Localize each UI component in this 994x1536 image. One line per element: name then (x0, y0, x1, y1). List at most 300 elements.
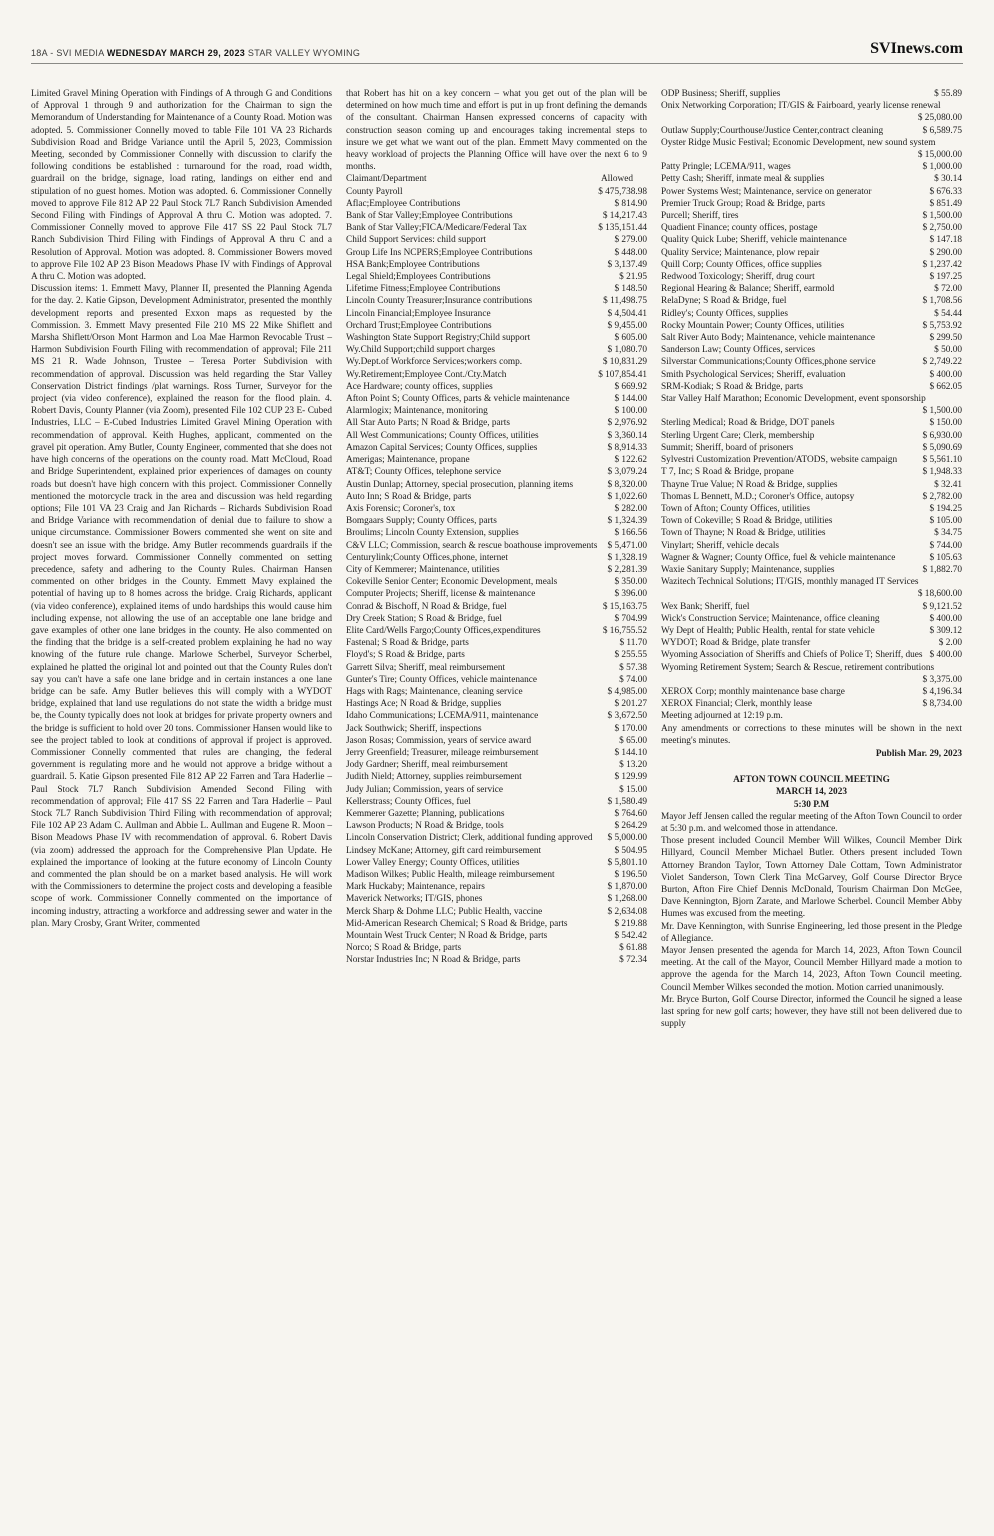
claim-amount: $ 9,455.00 (607, 320, 647, 331)
column-1 (31, 88, 332, 1030)
claim-row (346, 515, 647, 527)
claim-row (661, 686, 962, 698)
claim-amount: $ 15.00 (619, 784, 647, 795)
claim-name: Wy.Child Support;child support charges (346, 345, 495, 356)
claim-name: Salt River Auto Body; Maintenance, vehicle maintenance (661, 333, 876, 344)
claim-row (346, 540, 647, 552)
masthead-location: STAR VALLEY WYOMING (245, 48, 361, 58)
claim-amount: $ 16,755.52 (602, 625, 647, 636)
claim-row (661, 698, 962, 710)
claim-amount: $ 8,320.00 (607, 479, 647, 490)
claim-name: Premier Truck Group; Road & Bridge, parts (661, 198, 825, 209)
claim-name: Star Valley Half Marathon; Economic Development, event sponsorship (661, 394, 926, 405)
claim-amount: $ 504.95 (614, 845, 647, 856)
claim-amount: $ 21.95 (619, 272, 647, 283)
minutes-paragraph: Mr. Dave Kennington, with Sunrise Engineering, led those present in the Pledge of Allegiance. (661, 921, 962, 944)
claim-amount: $ 57.38 (619, 662, 647, 673)
claim-name: Judith Nield; Attorney, supplies reimbursement (346, 772, 522, 783)
claim-row (346, 454, 647, 466)
claim-amount: $ 150.00 (929, 418, 962, 429)
claim-row (346, 564, 647, 576)
claim-name: Auto Inn; S Road & Bridge, parts (346, 491, 472, 502)
minutes-paragraph: Mayor Jensen presented the agenda for March 14, 2023, Afton Town Council meeting. At the call of the Mayor, Council Member Hillyard made a motion to approve the agenda for the March 14, 2023, Afton Town Council meeting. Council Member Wilkes seconded the motion. Motion carried unanimously. (661, 946, 962, 993)
claim-amount: $ 72.00 (934, 284, 962, 295)
claim-amount: $ 396.00 (614, 589, 647, 600)
claim-row (661, 601, 962, 613)
claim-name: Wyoming Retirement System; Search & Rescue, retirement contributions (661, 662, 935, 673)
claim-amount: $ 764.60 (614, 808, 647, 819)
claim-row (661, 222, 962, 234)
claim-amount: $ 282.00 (614, 503, 647, 514)
claim-row (346, 491, 647, 503)
claim-amount: $ 255.55 (614, 650, 647, 661)
claim-row (346, 845, 647, 857)
claim-row (661, 479, 962, 491)
claim-amount: $ 32.41 (934, 479, 962, 490)
claim-row (661, 430, 962, 442)
claim-amount: $ 605.00 (614, 333, 647, 344)
claim-name: Mark Huckaby; Maintenance, repairs (346, 882, 485, 893)
claim-amount: $ 9,121.52 (922, 601, 962, 612)
claim-amount: $ 34.75 (934, 528, 962, 539)
claim-amount: $ 5,801.10 (607, 857, 647, 868)
claim-name: Vinylart; Sheriff, vehicle decals (661, 540, 780, 551)
claim-name: Group Life Ins NCPERS;Employee Contributions (346, 247, 533, 258)
claim-name: Elite Card/Wells Fargo;County Offices,expenditures (346, 625, 541, 636)
claim-name: Garrett Silva; Sheriff, meal reimbursement (346, 662, 506, 673)
claim-name: Legal Shield;Employees Contributions (346, 272, 491, 283)
claim-amount: $ 2,634.08 (607, 906, 647, 917)
claim-name: ODP Business; Sheriff, supplies (661, 89, 781, 99)
claim-amount: $ 14,217.43 (602, 211, 647, 222)
claim-name: Bomgaars Supply; County Offices, parts (346, 516, 497, 527)
claim-name: Ace Hardware; county offices, supplies (346, 381, 493, 392)
claim-amount: $ 8,914.33 (607, 442, 647, 453)
claim-row (346, 503, 647, 515)
minutes-paragraph: Discussion items: 1. Emmett Mavy, Planner II, presented the Planning Agenda for the day. 2. Katie Gipson, Development Administrator, presented the monthly development reports and presented Exxon maps as requested by the Commission. 3. Emmett Mavy presented File 210 MS 22 Mike Shiflett and Marsha Shiflett/Orson Mont Harmon and Loa Mae Harmon Revocable Trust – Harmon Subdivision Fourth Filing with recommendation of approval; File 211 MS 21 R. Wade Johnson, Trustee – Teresa Porter Subdivision with recommendation of approval. Discussion was held regarding the Star Valley Conservation District findings /plat warnings. Ross Turner, Surveyor for the project (via video conference), explained the reason for the flood plain. 4. Robert Davis, County Planner (via Zoom), presented File 102 CUP 23 E- Cubed Industries, LLC – E-Cubed Industries Limited Gravel Mining Operation with recommendation of approval. Keith Hughes, applicant, commented on the gravel pit operation. Amy Butler, County Engineer, commented that she does not have high concerns of the operations on the county road. Matt McCloud, Road and Bridge Superintendent, explained prior experiences of damages on county roads but doesn't have high concern with this project. Commissioner Connelly mentioned the motorcycle track in the area and discussion was held regarding options; File 101 VA 23 Craig and Jan Richards – Richards Subdivision Road and Bridge Variance with recommendation of denial due to failure to show a unique circumstance. Commissioner Bowers commented she went on site and doesn't see an issue with the bridge. Amy Butler recommends guardrails if the project moves forward. Commissioner Connelly commented on setting precedence, safety and adhering to the County Rules. Chairman Hansen commented on other bridges in the County. Emmett Mavy explained the potential of having up to 8 homes across the bridge. Craig Richards, applicant (via video conference), explained items of undo hardships this would cause him including expense, not allowing the use of an acceptable one lane bridge and gave examples of other one lane bridges in the county. He also commented on the finding that the bridge is a self-created problem explaining he had no way knowing of the future rule change. Marlowe Scherbel, Surveyor Scherbel, explained he platted the original lot and pointed out that the County Rules don't say you can't have a safe one lane bridge and in certain instances a one lane bridge can be safe. Amy Butler believes this will comply with a WYDOT bridge, explained that land use regulations do not state the width a bridge must be, the County typically does not look at bridges for private property owners and the bridge is sufficient to hold over 20 tons. Commissioner Hansen would like to see the project tabled to look at conditions of approval if project is approved. Commissioner Connelly commented that rules are changing, the federal government is regulating more and he would not approve a bridge without a guardrail. 5. Katie Gipson presented File 812 AP 22 Farren and Tara Haderlie – Paul Stock 7L7 Ranch Subdivision Amended Second Filing with recommendation of approval; File 417 SS 22 Farren and Tara Haderlie – Paul Stock 7L7 Ranch Subdivision Third Filing with recommendation of approval; File 102 AP 23 Adam C. Aullman and Abbie L. Aullman and Eugene R. Moon – Bison Meadows Phase IV with recommendation of approval. 6. Robert Davis (via zoom) addressed the approach for the Comprehensive Plan Update. He explained the importance of looking at the future economy of Lincoln County and commented the plan should be on a market based analysis. He will work with the Commissioners to determine the project costs and developing a feasible scope of work. Commissioner Connelly commented on the importance of incoming industry, attracting a workforce and addressing sewer and water in the plan. Mary Crosby, Grant Writer, commented (31, 284, 332, 929)
claim-row (346, 601, 647, 613)
claim-name: Norstar Industries Inc; N Road & Bridge, parts (346, 955, 521, 966)
claim-row (661, 625, 962, 637)
claim-row (346, 747, 647, 759)
claim-row (346, 893, 647, 905)
minutes-paragraph: Meeting adjourned at 12:19 p.m. (661, 711, 783, 722)
claim-row (661, 356, 962, 368)
claim-name: Washington State Support Registry;Child support (346, 333, 531, 344)
claim-amount: $ 814.90 (614, 198, 647, 209)
masthead-info (31, 48, 360, 58)
claim-amount: $ 8,734.00 (922, 699, 962, 710)
claim-amount: $ 3,079.24 (607, 467, 647, 478)
claim-row (346, 222, 647, 234)
claim-name: Amazon Capital Services; County Offices, supplies (346, 442, 538, 453)
claim-row (346, 332, 647, 344)
claim-name: Orchard Trust;Employee Contributions (346, 320, 492, 331)
claim-row (661, 576, 962, 600)
claim-row (346, 308, 647, 320)
claim-row (661, 466, 962, 478)
claim-row (661, 259, 962, 271)
claim-amount: $ 669.92 (614, 381, 647, 392)
claim-amount: $ 3,137.49 (607, 259, 647, 270)
claim-amount: $ 1,882.70 (922, 564, 962, 575)
claim-amount: $ 448.00 (614, 247, 647, 258)
claim-amount: $ 3,672.50 (607, 711, 647, 722)
claim-row (346, 295, 647, 307)
claim-name: Wy.Dept.of Workforce Services;workers comp. (346, 357, 523, 368)
claim-row (661, 503, 962, 515)
claim-amount: $ 1,268.00 (607, 894, 647, 905)
claim-row (661, 564, 962, 576)
claim-row (346, 344, 647, 356)
section-heading-line: 5:30 P.M (793, 799, 830, 810)
claim-amount: $ 1,328.19 (607, 552, 647, 563)
claim-amount: $ 74.00 (619, 674, 647, 685)
claim-row (346, 674, 647, 686)
claim-name: Power Systems West; Maintenance, service on generator (661, 186, 872, 197)
claim-name: WYDOT; Road & Bridge, plate transfer (661, 638, 811, 649)
minutes-paragraph: Any amendments or corrections to these minutes will be shown in the next meeting's minutes. (661, 723, 962, 746)
claim-amount: $ 6,589.75 (922, 125, 962, 136)
claim-amount: $ 144.00 (614, 394, 647, 405)
claim-name: Lindsey McKane; Attorney, gift card reimbursement (346, 845, 542, 856)
claim-row (346, 613, 647, 625)
claim-row (661, 527, 962, 539)
claim-row (346, 356, 647, 368)
claim-name: Town of Cokeville; S Road & Bridge, utilities (661, 516, 833, 527)
claim-amount: $ 264.29 (614, 821, 647, 832)
claim-row (661, 649, 962, 661)
claim-row (661, 308, 962, 320)
claim-row (346, 662, 647, 674)
minutes-paragraph: Mr. Bryce Burton, Golf Course Director, informed the Council he signed a lease last spring for new golf carts; however, they have still not been delivered due to supply (661, 994, 962, 1030)
claim-row (346, 808, 647, 820)
claim-row (346, 552, 647, 564)
claim-name: Patty Pringle; LCEMA/911, wages (661, 162, 791, 173)
claim-amount: $ 400.00 (929, 613, 962, 624)
claim-name: Wy.Retirement;Employee Cont./Cty.Match (346, 369, 507, 380)
claim-name: Silverstar Communications;County Offices,phone service (661, 357, 876, 368)
claim-name: Floyd's; S Road & Bridge, parts (346, 650, 465, 661)
claim-row (346, 686, 647, 698)
claim-amount: $ 2,976.92 (607, 418, 647, 429)
claim-amount: $ 309.12 (929, 625, 962, 636)
claim-amount: $ 2,281.39 (607, 564, 647, 575)
claim-name: Thomas L Bennett, M.D.; Coroner's Office, autopsy (661, 491, 855, 502)
claim-amount: $ 1,708.56 (922, 296, 962, 307)
claim-amount: $ 4,504.41 (607, 308, 647, 319)
claim-name: Mountain West Truck Center; N Road & Bridge, parts (346, 931, 548, 942)
claim-amount: $ 196.50 (614, 870, 647, 880)
claim-row (661, 210, 962, 222)
claim-name: Sanderson Law; County Offices, services (661, 345, 815, 356)
claim-name: Lawson Products; N Road & Bridge, tools (346, 821, 504, 832)
claim-row (661, 173, 962, 185)
claim-amount: $ 2,782.00 (922, 491, 962, 502)
claim-name: Lower Valley Energy; County Offices, utilities (346, 857, 520, 868)
claim-name: Cokeville Senior Center; Economic Development, meals (346, 577, 558, 588)
claim-name: Lifetime Fitness;Employee Contributions (346, 284, 501, 295)
claim-amount: $ 1,237.42 (922, 259, 962, 270)
claim-amount: $ 25,080.00 (917, 113, 962, 124)
claim-row (346, 527, 647, 539)
claim-row (346, 637, 647, 649)
claim-row (346, 759, 647, 771)
claim-name: Wazitech Technical Solutions; IT/GIS, monthly managed IT Services (661, 577, 919, 588)
claim-name: Maverick Networks; IT/GIS, phones (346, 894, 483, 905)
claim-row (346, 210, 647, 222)
claim-row (661, 417, 962, 429)
claim-amount: $ 1,500.00 (922, 406, 962, 417)
claim-amount: $ 144.10 (614, 747, 647, 758)
claim-name: Sterling Urgent Care; Clerk, membership (661, 430, 815, 441)
claim-name: Merck Sharp & Dohme LLC; Public Health, vaccine (346, 906, 543, 917)
claim-row (661, 442, 962, 454)
claim-row (661, 88, 962, 100)
claim-name: Gunter's Tire; County Offices, vehicle maintenance (346, 674, 538, 685)
claim-row (346, 234, 647, 246)
claim-row (346, 625, 647, 637)
claim-row (346, 771, 647, 783)
claim-name: Computer Projects; Sheriff, license & maintenance (346, 589, 536, 600)
claim-amount: $ 1,500.00 (922, 211, 962, 222)
claim-amount: $ 2,750.00 (922, 223, 962, 234)
claim-name: Waxie Sanitary Supply; Maintenance, supplies (661, 564, 835, 575)
claim-amount: $ 400.00 (929, 650, 962, 661)
claim-row (346, 393, 647, 405)
claim-amount: $ 105.63 (929, 552, 962, 563)
claim-name: Lincoln Conservation District; Clerk, additional funding approved (346, 833, 593, 844)
claim-amount: $ 2.00 (938, 638, 962, 649)
claim-amount: $ 5,090.69 (922, 442, 962, 453)
claim-row (346, 906, 647, 918)
claim-row (346, 247, 647, 259)
claim-row (346, 820, 647, 832)
claim-name: Bank of Star Valley;Employee Contributions (346, 211, 513, 222)
claim-amount: $ 5,753.92 (922, 320, 962, 331)
claim-name: Child Support Services: child support (346, 235, 486, 246)
claim-row (661, 515, 962, 527)
claim-row (346, 405, 647, 417)
claim-row (661, 283, 962, 295)
claim-name: Oyster Ridge Music Festival; Economic Development, new sound system (661, 137, 936, 148)
claim-row (346, 283, 647, 295)
minutes-paragraph: Mayor Jeff Jensen called the regular meeting of the Afton Town Council to order at 5:30 p.m. and welcomed those in attendance. (661, 811, 962, 834)
claims-table-header (346, 173, 633, 185)
claim-name: Smith Psychological Services; Sheriff, evaluation (661, 369, 846, 380)
claim-name: All West Communications; County Offices, utilities (346, 430, 539, 441)
minutes-text-block (31, 88, 332, 930)
claim-amount: $ 704.99 (614, 613, 647, 624)
claim-name: Sylvestri Customization Prevention/ATODS, website campaign (661, 455, 898, 466)
claim-row (346, 588, 647, 600)
claim-name: Summit; Sheriff, board of prisoners (661, 442, 794, 453)
claim-amount: $ 18,600.00 (917, 589, 962, 600)
claim-name: Fastenal; S Road & Bridge, parts (346, 638, 469, 649)
claims-list (346, 186, 647, 967)
claim-row (346, 271, 647, 283)
claim-amount: $ 290.00 (929, 247, 962, 258)
claim-name: Wick's Construction Service; Maintenance, office cleaning (661, 613, 880, 624)
claim-amount: $ 1,000.00 (922, 162, 962, 173)
claim-name: Town of Afton; County Offices, utilities (661, 503, 810, 514)
claim-amount: $ 122.62 (614, 455, 647, 466)
claim-row (346, 710, 647, 722)
masthead-page-number: 18A - SVI MEDIA (31, 48, 107, 58)
claim-amount: $ 299.50 (929, 333, 962, 344)
claim-row (661, 161, 962, 173)
claim-amount: $ 197.25 (929, 272, 962, 283)
claim-row (346, 784, 647, 796)
claim-row (346, 857, 647, 869)
claim-name: Broulims; Lincoln County Extension, supplies (346, 528, 519, 539)
afton-minutes-block (661, 811, 962, 1031)
claim-row (346, 869, 647, 881)
claim-amount: $ 65.00 (619, 735, 647, 746)
claim-row (661, 247, 962, 259)
claim-amount: $ 219.88 (614, 918, 647, 929)
claim-amount: $ 30.14 (934, 174, 962, 185)
claim-name: Wex Bank; Sheriff, fuel (661, 601, 750, 612)
column-2 (346, 88, 647, 1030)
claim-row (661, 198, 962, 210)
claim-amount: $ 201.27 (614, 699, 647, 710)
claims-header-allowed: Allowed (600, 174, 633, 185)
claim-row (346, 881, 647, 893)
claim-name: Hastings Ace; N Road & Bridge, supplies (346, 699, 502, 710)
claim-row (661, 125, 962, 137)
claim-name: Bank of Star Valley;FICA/Medicare/Federal Tax (346, 223, 527, 234)
claim-amount: $ 3,360.14 (607, 430, 647, 441)
claim-amount: $ 105.00 (929, 516, 962, 527)
claim-row (661, 271, 962, 283)
claim-name: Thayne True Value; N Road & Bridge, supplies (661, 479, 838, 490)
section-heading-line: MARCH 14, 2023 (775, 787, 847, 798)
claim-name: Jack Southwick; Sheriff, inspections (346, 723, 482, 734)
claim-row (346, 466, 647, 478)
claim-amount: $ 15,163.75 (602, 601, 647, 612)
claim-name: Ridley's; County Offices, supplies (661, 308, 789, 319)
claim-name: Sterling Medical; Road & Bridge, DOT panels (661, 418, 835, 429)
claim-name: Centurylink;County Offices,phone, internet (346, 552, 508, 563)
claim-row (346, 735, 647, 747)
closing-text-block (661, 710, 962, 747)
claim-amount: $ 1,324.39 (607, 516, 647, 527)
claim-row (346, 796, 647, 808)
claim-name: County Payroll (346, 186, 403, 197)
claim-amount: $ 5,561.10 (922, 455, 962, 466)
claim-row (346, 942, 647, 954)
column-3 (661, 88, 962, 1030)
claim-amount: $ 55.89 (934, 89, 962, 99)
claim-name: RelaDyne; S Road & Bridge, fuel (661, 296, 787, 307)
masthead-brand: SVInews.com (870, 40, 963, 57)
claim-name: Quill Corp; County Offices, office supplies (661, 259, 822, 270)
claim-amount: $ 5,000.00 (607, 833, 647, 844)
claim-name: T 7, Inc; S Road & Bridge, propane (661, 467, 794, 478)
claim-name: Norco; S Road & Bridge, parts (346, 943, 462, 954)
claim-row (346, 918, 647, 930)
claim-amount: $ 54.44 (934, 308, 962, 319)
claim-amount: $ 166.56 (614, 528, 647, 539)
claim-row (346, 698, 647, 710)
masthead-date: WEDNESDAY MARCH 29, 2023 (106, 48, 246, 58)
claim-name: Amerigas; Maintenance, propane (346, 455, 470, 466)
minutes-paragraph: Limited Gravel Mining Operation with Findings of A through G and Conditions of Approval 1 through 9 and authorization for the Chairman to sign the Memorandum of Understanding for Maintenance of a County Road. Motion was adopted. 5. Commissioner Connelly moved to table File 101 VA 23 Richards Subdivision Road and Bridge Variance until the April 5, 2023, Commission Meeting, seconded by Commissioner Connelly with discussion to clarify the following conditions be established : turnaround for the road, road width, guardrail on the bridge, signage, load rating, landings on either end and stipulation of no guest homes. Motion was adopted. 6. Commissioner Connelly moved to approve File 812 AP 22 Paul Stock 7L7 Ranch Subdivision Amended Second Filing with Findings of Approval A thru C. Motion was adopted. 7. Commissioner Connelly moved to approve File 417 SS 22 Paul Stock 7L7 Ranch Subdivision Third Filing with Findings of Approval A thru C and a Resolution of Approval. Motion was adopted. 8. Commissioner Bowers moved to approve File 102 AP 23 Bison Meadows Phase IV with Findings of Approval A thru C. Motion was adopted. (31, 89, 332, 283)
claim-amount: $ 147.18 (929, 235, 962, 246)
claim-amount: $ 2,749.22 (922, 357, 962, 368)
claim-amount: $ 542.42 (614, 931, 647, 942)
claim-amount: $ 148.50 (614, 284, 647, 295)
claim-row (661, 369, 962, 381)
claim-name: Austin Dunlap; Attorney, special prosecution, planning items (346, 479, 574, 490)
claim-name: Jerry Greenfield; Treasurer, mileage reimbursement (346, 747, 539, 758)
claim-amount: $ 61.88 (619, 943, 647, 954)
claim-amount: $ 1,080.70 (607, 345, 647, 356)
claim-amount: $ 5,471.00 (607, 540, 647, 551)
claim-amount: $ 11,498.75 (603, 296, 647, 307)
claim-row (661, 137, 962, 161)
claim-row (661, 320, 962, 332)
claim-amount: $ 72.34 (619, 955, 647, 966)
claim-row (661, 344, 962, 356)
claim-row (661, 613, 962, 625)
claim-amount: $ 1,948.33 (922, 467, 962, 478)
claim-amount: $ 13.20 (619, 760, 647, 771)
claim-row (661, 332, 962, 344)
claim-row (661, 295, 962, 307)
claim-amount: $ 475,738.98 (598, 186, 647, 197)
claim-name: Jody Gardner; Sheriff, meal reimbursement (346, 760, 508, 771)
claim-name: Afton Point S; County Offices, parts & vehicle maintenance (346, 394, 570, 405)
claims-list-continued (661, 88, 962, 710)
claim-amount: $ 129.99 (614, 772, 647, 783)
claim-name: Axis Forensic; Coroner's, tox (346, 503, 456, 514)
claim-row (346, 479, 647, 491)
claim-row (661, 552, 962, 564)
claim-amount: $ 1,870.00 (607, 882, 647, 893)
article-columns (31, 88, 963, 1030)
claim-amount: $ 135,151.44 (598, 223, 647, 234)
page-header (31, 40, 963, 64)
claim-name: Hags with Rags; Maintenance, cleaning service (346, 686, 523, 697)
claim-name: Petty Cash; Sheriff, inmate meal & supplies (661, 174, 825, 185)
claim-row (346, 186, 647, 198)
claim-row (346, 320, 647, 332)
claim-name: SRM-Kodiak; S Road & Bridge, parts (661, 381, 804, 392)
claim-amount: $ 10,831.29 (602, 357, 647, 368)
claim-row (661, 662, 962, 686)
claim-name: Quality Service; Maintenance, plow repair (661, 247, 820, 258)
claim-name: Onix Networking Corporation; IT/GIS & Fairboard, yearly license renewal (661, 101, 941, 112)
minutes-paragraph: that Robert has hit on a key concern – what you get out of the plan will be determined on how much time and effort is put in up front defining the demands of the consultant. Chairman Hansen expressed concerns of capacity with construction season coming up and encourages taking incremental steps to insure we get what we want out of the plan. Emmett Mavy commented on the heavy workload of projects the Planning Office will have over the next 6 to 9 months. (346, 89, 647, 173)
claim-name: Town of Thayne; N Road & Bridge, utilities (661, 528, 826, 539)
claim-amount: $ 170.00 (614, 723, 647, 734)
claim-amount: $ 4,196.34 (922, 686, 962, 697)
claim-row (661, 637, 962, 649)
claim-name: Jason Rosas; Commission, years of service award (346, 735, 532, 746)
claim-name: Mid-American Research Chemical; S Road & Bridge, parts (346, 918, 568, 929)
claims-header-claimant: Claimant/Department (346, 174, 427, 185)
claim-name: Aflac;Employee Contributions (346, 198, 461, 209)
claim-amount: $ 400.00 (929, 369, 962, 380)
claim-row (346, 576, 647, 588)
claim-amount: $ 4,985.00 (607, 686, 647, 697)
claim-name: All Star Auto Parts; N Road & Bridge, parts (346, 418, 510, 429)
claim-amount: $ 50.00 (934, 345, 962, 356)
claim-name: AT&T; County Offices, telephone service (346, 467, 501, 478)
claim-amount: $ 662.05 (929, 381, 962, 392)
